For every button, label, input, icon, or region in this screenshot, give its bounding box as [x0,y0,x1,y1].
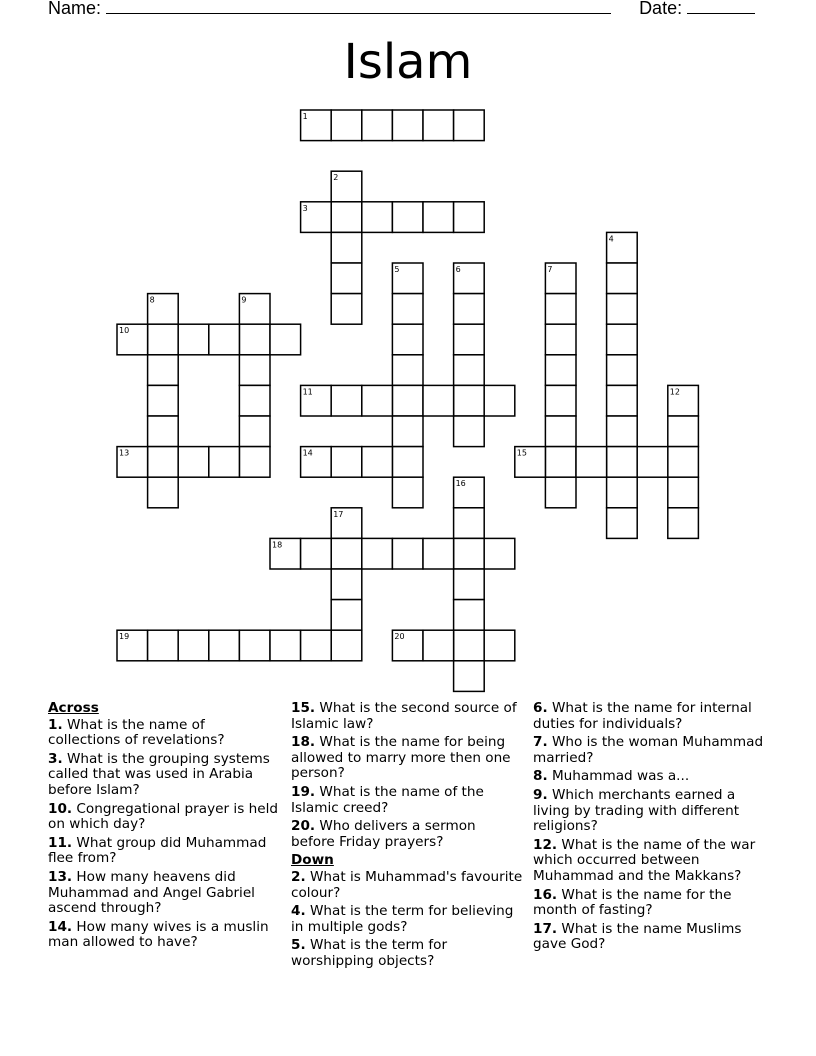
grid-cell[interactable] [239,630,270,661]
grid-cell[interactable] [423,385,454,416]
clue-text: What is the name of collections of revelations? [48,716,225,749]
clue-text: What is the term for believing in multiple gods? [291,903,514,935]
grid-cell[interactable] [454,355,485,386]
grid-cell[interactable] [148,324,179,355]
grid-cell[interactable] [545,355,576,386]
cell-number: 15 [516,448,527,458]
grid-cell[interactable] [454,538,485,569]
cell-number: 20 [394,632,405,642]
grid-cell[interactable] [331,538,362,569]
grid-cell[interactable] [607,385,638,416]
cell-number: 2 [333,173,339,183]
clue-text: Which merchants earned a living by trading with different religions? [533,786,740,835]
clue-text: How many wives is a muslin man allowed to have? [48,918,269,951]
grid-cell[interactable] [331,630,362,661]
grid-cell[interactable] [331,600,362,631]
grid-cell[interactable] [484,538,515,569]
grid-cell[interactable] [423,110,454,141]
clue-text: What is the term for worshipping objects? [291,937,448,969]
grid-cell[interactable] [148,416,179,447]
grid-cell[interactable] [668,416,699,447]
grid-cell[interactable] [545,294,576,325]
grid-cell[interactable] [454,661,485,692]
down-clue [533,701,773,732]
down-clue [533,838,773,885]
grid-cell[interactable] [576,447,607,478]
grid-cell[interactable] [148,447,179,478]
grid-cell[interactable] [484,385,515,416]
clue-number: 12. [533,836,558,853]
date-label: Date: [639,0,683,18]
grid-cell[interactable] [362,538,393,569]
grid-cell[interactable] [331,447,362,478]
grid-cell[interactable] [178,447,209,478]
grid-cell[interactable] [392,355,423,386]
down-clue [533,788,773,835]
clue-text: Congregational prayer is held on which day? [48,800,278,833]
clue-text: Who is the woman Muhammad married? [533,734,764,766]
grid-cell[interactable] [331,385,362,416]
clue-number: 18. [291,734,316,751]
grid-cell[interactable] [148,385,179,416]
grid-cell[interactable] [607,263,638,294]
grid-cell[interactable] [148,630,179,661]
down-clue-list [291,870,523,970]
across-clue [48,752,278,799]
grid-cell[interactable] [423,630,454,661]
clue-text: Who delivers a sermon before Friday prayers? [291,818,476,850]
grid-cell[interactable] [331,294,362,325]
grid-cell[interactable] [362,447,393,478]
grid-cell[interactable] [607,416,638,447]
grid-cell[interactable] [239,416,270,447]
grid-cell[interactable] [301,538,332,569]
across-clue [48,920,278,951]
clue-text: What is the name of the Islamic creed? [291,783,484,816]
cell-number: 11 [302,387,313,397]
grid-cell[interactable] [545,477,576,508]
clue-text: What is Muhammad's favourite colour? [291,868,523,901]
grid-cell[interactable] [392,416,423,447]
clue-text: What is the name for being allowed to marry more then one person? [291,734,511,782]
grid-cell[interactable] [454,324,485,355]
grid-cell[interactable] [668,508,699,539]
clue-number: 19. [291,783,316,800]
grid-cell[interactable] [607,294,638,325]
grid-cell[interactable] [454,416,485,447]
grid-cell[interactable] [454,569,485,600]
clue-number: 10. [48,800,73,817]
clue-number: 13. [48,868,73,885]
grid-cell[interactable] [239,324,270,355]
down-heading: Down [291,852,334,869]
grid-cell[interactable] [454,294,485,325]
across-clue [48,836,278,867]
cell-number: 14 [302,448,313,458]
grid-cell[interactable] [668,477,699,508]
grid-cell[interactable] [239,385,270,416]
grid-cell[interactable] [148,355,179,386]
clue-text: What is the name for internal duties for individuals? [533,700,752,732]
grid-cell[interactable] [148,477,179,508]
across-clue [48,870,278,917]
cell-number: 5 [394,265,400,274]
across-clue [291,701,523,732]
clue-text: What is the grouping systems called that was used in Arabia before Islam? [48,750,270,798]
clue-number: 3. [48,750,63,767]
grid-cell[interactable] [392,385,423,416]
cell-number: 6 [455,265,461,274]
grid-cell[interactable] [668,447,699,478]
grid-cell[interactable] [331,110,362,141]
clue-text: What is the second source of Islamic law? [291,700,517,732]
clue-text: Muhammad was a... [547,768,690,785]
grid-cell[interactable] [270,324,301,355]
grid-cell[interactable] [178,324,209,355]
grid-cell[interactable] [392,110,423,141]
grid-cell[interactable] [637,447,668,478]
grid-cell[interactable] [392,202,423,233]
cell-number: 16 [455,479,466,489]
down-clue-list-continued [533,701,773,953]
grid-cell[interactable] [178,630,209,661]
clues-column-2 [291,701,523,973]
clue-number: 15. [291,700,316,716]
grid-cell[interactable] [545,447,576,478]
down-clue [533,888,773,919]
clue-number: 4. [291,903,306,920]
across-clue [48,718,278,749]
down-clue [533,922,773,953]
cell-number: 7 [547,265,553,274]
cell-number: 9 [241,295,247,305]
grid-cell[interactable] [209,447,240,478]
cell-number: 1 [302,112,308,121]
grid-cell[interactable] [362,202,393,233]
grid-cell[interactable] [607,355,638,386]
clue-number: 9. [533,786,548,803]
page-title: Islam [343,34,473,90]
down-clue [533,735,773,766]
cell-number: 13 [119,448,130,458]
cell-number: 3 [302,203,308,213]
cell-number: 10 [119,326,130,336]
grid-cell[interactable] [454,600,485,631]
grid-cell[interactable] [607,477,638,508]
grid-cell[interactable] [454,110,485,141]
grid-cell[interactable] [454,202,485,233]
grid-cell[interactable] [270,630,301,661]
cell-number: 18 [272,540,283,550]
across-clue [48,802,278,833]
clue-text: What is the name for the month of fasting? [533,886,732,919]
grid-cell[interactable] [331,202,362,233]
clue-number: 7. [533,734,548,751]
clue-number: 5. [291,937,306,954]
clue-text: What group did Muhammad flee from? [48,834,267,867]
clue-text: How many heavens did Muhammad and Angel Gabriel ascend through? [48,868,255,917]
clue-number: 14. [48,918,73,935]
across-heading: Across [48,700,99,716]
clue-number: 2. [291,868,306,885]
grid-cell[interactable] [392,538,423,569]
grid-cell[interactable] [545,324,576,355]
grid-cell[interactable] [331,232,362,263]
clues-column-3 [533,701,773,956]
grid-cell[interactable] [392,477,423,508]
grid-cell[interactable] [392,447,423,478]
grid-cell[interactable] [607,447,638,478]
down-clue [291,904,523,935]
down-clue [291,938,523,969]
across-clue-list-continued [291,701,523,850]
cell-number: 17 [333,509,344,519]
clues-column-1 [48,701,278,954]
grid-cell[interactable] [454,630,485,661]
clue-number: 17. [533,920,558,937]
cell-number: 19 [119,632,130,642]
clue-number: 11. [48,834,73,851]
grid-cell[interactable] [239,355,270,386]
grid-cell[interactable] [545,416,576,447]
name-label: Name: [48,0,102,18]
grid-cell[interactable] [607,324,638,355]
grid-cell[interactable] [423,202,454,233]
clue-number: 6. [533,700,548,716]
down-clue [291,870,523,901]
clue-number: 20. [291,818,316,835]
grid-cell[interactable] [545,385,576,416]
grid-cell[interactable] [484,630,515,661]
grid-cell[interactable] [454,508,485,539]
grid-cell[interactable] [454,385,485,416]
grid-cell[interactable] [423,538,454,569]
clue-number: 16. [533,886,558,903]
grid-cell[interactable] [331,263,362,294]
across-clue [291,735,523,782]
clue-number: 8. [533,768,548,785]
grid-cell[interactable] [209,630,240,661]
grid-cell[interactable] [362,385,393,416]
clue-text: What is the name Muslims gave God? [533,920,742,953]
grid-cell[interactable] [301,630,332,661]
cell-number: 12 [669,387,680,397]
across-clue [291,819,523,850]
grid-cell[interactable] [392,294,423,325]
cell-number: 4 [608,234,614,244]
clue-number: 1. [48,716,63,733]
across-clue-list [48,718,278,951]
grid-cell[interactable] [362,110,393,141]
grid-cell[interactable] [239,447,270,478]
grid-cell[interactable] [209,324,240,355]
down-clue [533,769,773,785]
across-clue [291,785,523,816]
grid-cell[interactable] [392,324,423,355]
clue-text: What is the name of the war which occurred between Muhammad and the Makkans? [533,836,756,884]
cell-number: 8 [149,295,155,305]
grid-cell[interactable] [607,508,638,539]
grid-cell[interactable] [331,569,362,600]
